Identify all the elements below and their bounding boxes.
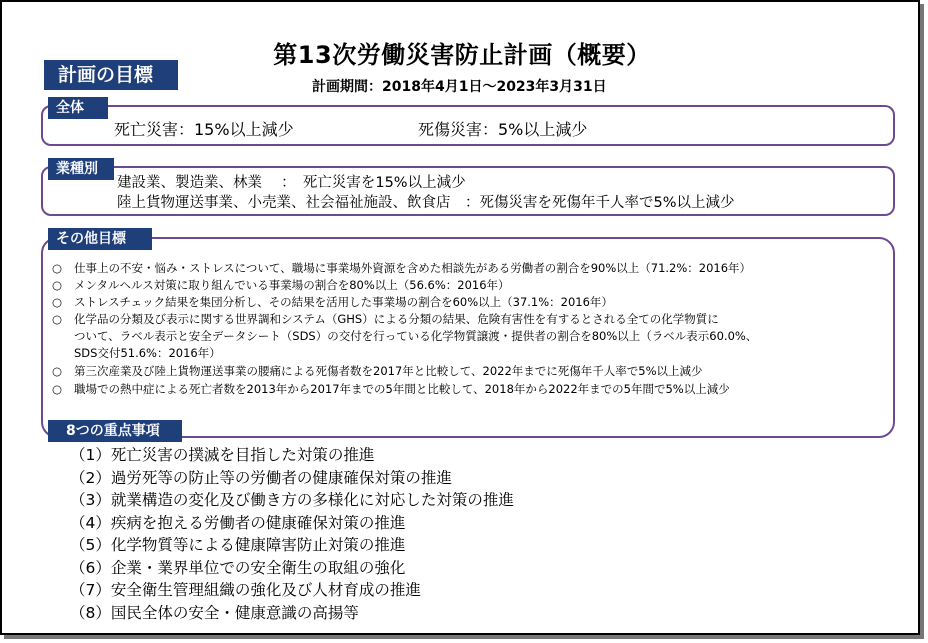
other-goal-item: ○ 仕事上の不安・悩み・ストレスについて、職場に事業場外資源を含めた相談先がある労働者の割合を90%以上（71.2%：2016年）	[52, 261, 752, 275]
priority-item: （6）企業・業界単位での安全衛生の取組の強化	[70, 558, 406, 577]
other-goals-label: その他目標	[48, 228, 152, 250]
other-goal-item-continued: SDS交付51.6%：2016年）	[74, 346, 221, 360]
goals-header: 計画の目標	[44, 60, 178, 90]
other-goal-item: ○ ストレスチェック結果を集団分析し、その結果を活用した事業場の割合を60%以上（37.1%：2016年）	[52, 295, 613, 309]
priority-item: （3）就業構造の変化及び働き方の多様化に対応した対策の推進	[70, 491, 514, 509]
priority-item: （1）死亡災害の撲滅を目指した対策の推進	[70, 446, 375, 464]
priority-item: （5）化学物質等による健康障害防止対策の推進	[70, 536, 406, 554]
bullet-icon: ○	[52, 295, 63, 309]
industry-label: 業種別	[48, 158, 114, 180]
other-goal-item: ○ 第三次産業及び陸上貨物運送事業の腰痛による死傷者数を2017年と比較して、2022年までに死傷年千人率で5%以上減少	[52, 364, 703, 378]
overall-death-target: 死亡災害：15%以上減少	[114, 120, 294, 139]
priority-item: （4）疾病を抱える労働者の健康確保対策の推進	[70, 513, 406, 532]
other-goal-item: ○ メンタルヘルス対策に取り組んでいる事業場の割合を80%以上（56.6%：2016年）	[52, 278, 510, 292]
priority-item: （7）安全衛生管理組織の強化及び人材育成の推進	[70, 581, 421, 599]
other-goal-item-continued: ついて、ラベル表示と安全データシート（SDS）の交付を行っている化学物質譲渡・提供者の割合を80%以上（ラベル表示60.0%、	[74, 329, 758, 343]
other-goal-item: ○ 職場での熱中症による死亡者数を2013年から2017年までの5年間と比較して、2018年から2022年までの5年間で5%以上減少	[52, 382, 730, 396]
page-title: 第13次労働災害防止計画（概要）	[273, 41, 651, 69]
bullet-icon: ○	[52, 278, 63, 292]
bullet-icon: ○	[52, 364, 63, 378]
industry-line-1: 建設業、製造業、林業 ： 死亡災害を15%以上減少	[117, 175, 466, 191]
bullet-icon: ○	[52, 261, 63, 275]
bullet-icon: ○	[52, 312, 63, 326]
priorities-label: 8つの重点事項	[48, 420, 182, 442]
overall-injury-target: 死傷災害：5%以上減少	[418, 120, 588, 139]
priorities-list	[70, 444, 514, 624]
other-goal-item: ○ 化学品の分類及び表示に関する世界調和システム（GHS）による分類の結果、危険有害性を有するとされる全ての化学物質に	[52, 312, 719, 326]
industry-line-2: 陸上貨物運送事業、小売業、社会福祉施設、飲食店 ：死傷災害を死傷年千人率で5%以上減少	[117, 195, 735, 211]
priority-item: （8）国民全体の安全・健康意識の高揚等	[70, 603, 359, 622]
priority-item: （2）過労死等の防止等の労働者の健康確保対策の推進	[70, 468, 452, 487]
plan-period: 計画期間：2018年4月1日～2023年3月31日	[312, 79, 607, 95]
overall-label: 全体	[48, 97, 108, 119]
bullet-icon: ○	[52, 382, 63, 396]
